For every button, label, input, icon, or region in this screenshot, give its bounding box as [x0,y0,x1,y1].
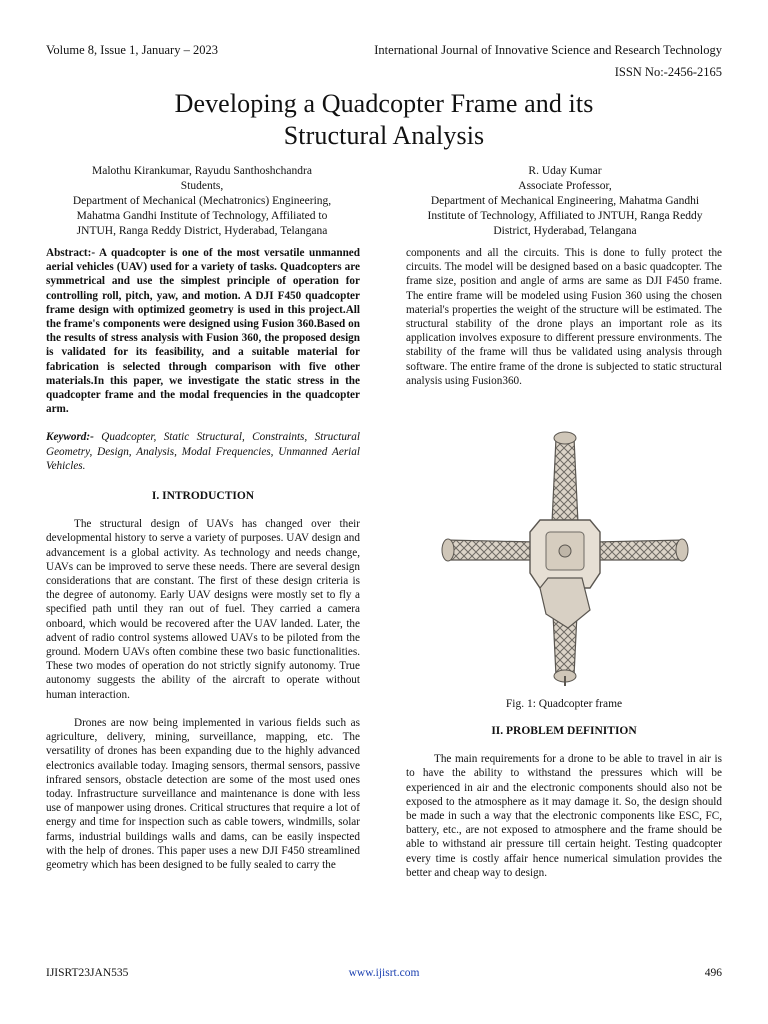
keywords: Quadcopter, Static Structural, Constraints, Structural Geometry, Design, Analysis, Modal Frequencies, Unmanned Aerial Vehicles. [46,431,360,472]
quadcopter-frame-image [440,428,690,690]
paper-title [0,88,768,152]
quadcopter-frame-figure [440,428,690,690]
section-heading-introduction: I. INTRODUCTION [151,490,255,503]
author-line: Mahatma Gandhi Institute of Technology, Affiliated to [76,210,328,222]
author-line: Department of Mechanical (Mechatronics) Engineering, [72,195,332,207]
keyword-label: Keyword:- [46,431,94,444]
keywords-paragraph [46,430,360,473]
author-line: JNTUH, Ranga Reddy District, Hyderabad, Telangana [76,225,328,237]
author-line: Malothu Kirankumar, Rayudu Santhoshchandra [92,165,312,177]
intro-continuation: components and all the circuits. This is done to fully protect the circuits. The model will be designed based on a basic quadcopter. The frame size, position and angle of arms are same as DJI F450 frame. The entire frame will be modeled using Fusion 360 using the chosen material's properties the weight of the structure will be estimated. The structural stability of the drone plays an important role as its application involves exposure to different pressure environments. The stability of the frame will thus be validated using analysis through software. The entire frame of the drone is subjected to static structural analysis using Fusion360. [406,247,722,387]
author-line: Associate Professor, [518,180,612,192]
section-heading-problem-definition: II. PROBLEM DEFINITION [491,725,637,737]
problem-paragraph: The main requirements for a drone to be able to travel in air is to have the ability to withstand the pressures which will be experienced in air and the electronic components should also not be exposed to the atmosphere as it may damage it. So, the design should be made in such a way that the electronic components like ESC, FC, battery, etc., are not exposed to atmosphere and the frame should be able to withstand air pressure till certain height. Testing quadcopter every time is costly affair hence numerical simulation provides the better and cheap way to design. [406,753,722,879]
authors-right [406,164,724,239]
author-line: Department of Mechanical Engineering, Mahatma Gandhi [430,195,700,207]
footer-page-number: 496 [704,967,722,979]
intro-paragraph-2: Drones are now being implemented in various fields such as agriculture, delivery, mining, surveillance, mapping, etc. The versatility of drones has been expanding due to the highly advanced electronics available today. Imaging sensors, thermal sensors, passive infrared sensors, obstacle detection are some of the most used ones today. Infrastructure surveillance and maintenance is done with less use of manpower using drones. Critical structures that require a lot of energy and time for inspection such as cable towers, windmills, solar farms, industrial buildings walls and dams, can be easily inspected with the help of drones. This paper uses a new DJI F450 streamlined geometry which has been designed to be fully sealed to carry the [46,716,360,871]
abstract: Abstract:- A quadcopter is one of the most versatile unmanned aerial vehicles (UAV) used for a variety of tasks. Quadcopters are symmetrical and use the simplest principle of operation for controlling roll, pitch, yaw, and motion. A DJI F450 quadcopter frame design with optimized geometry is used in this project.All the frame's components were designed using Fusion 360.Based on the results of stress analysis with Fusion 360, the proposed design is validated for its feasibility, and a suitable material for fabrication is selected through comparison with five other materials.In this paper, we investigate the static stress in the quadcopter frame and the modal frequencies in the quadcopter arm. [46,247,360,416]
left-column [46,246,360,872]
right-column-bottom [406,708,722,880]
title-line-1: Developing a Quadcopter Frame and its [174,89,594,118]
author-line: Students, [180,180,224,192]
journal-name: International Journal of Innovative Science and Research Technology [374,43,722,57]
issn: ISSN No:-2456-2165 [614,65,722,79]
intro-paragraph-1: The structural design of UAVs has changed over their developmental history to serve a variety of purposes. UAV design and advancement is a global activity. As technology and needs change, UAVs can be improved to serve these needs. There are several design considerations that are constant. The first of these design criteria is the degree of autonomy. Early UAV designs were mostly set to fly a specified path until they ran out of fuel. They carried a camera onboard, which would be recovered after the UAV landed. Later, the advent of radio control systems allowed UAVs to be piloted from the ground. Modern UAVs often combine these two basic functionalities. These two modes of operation do not strictly signify autonomy. True autonomy suggests the ability of the aircraft to operate without human interaction. [46,518,360,701]
author-line: R. Uday Kumar [528,165,602,177]
author-line: District, Hyderabad, Telangana [493,225,637,237]
authors-left [46,164,358,239]
right-column-top [406,246,722,388]
title-line-2: Structural Analysis [283,121,485,150]
volume-info: Volume 8, Issue 1, January – 2023 [46,43,218,57]
footer-paper-code: IJISRT23JAN535 [46,967,129,979]
figure-caption: Fig. 1: Quadcopter frame [505,698,623,710]
author-line: Institute of Technology, Affiliated to JNTUH, Ranga Reddy [427,210,703,222]
footer-website-link[interactable]: www.ijisrt.com [348,967,420,979]
